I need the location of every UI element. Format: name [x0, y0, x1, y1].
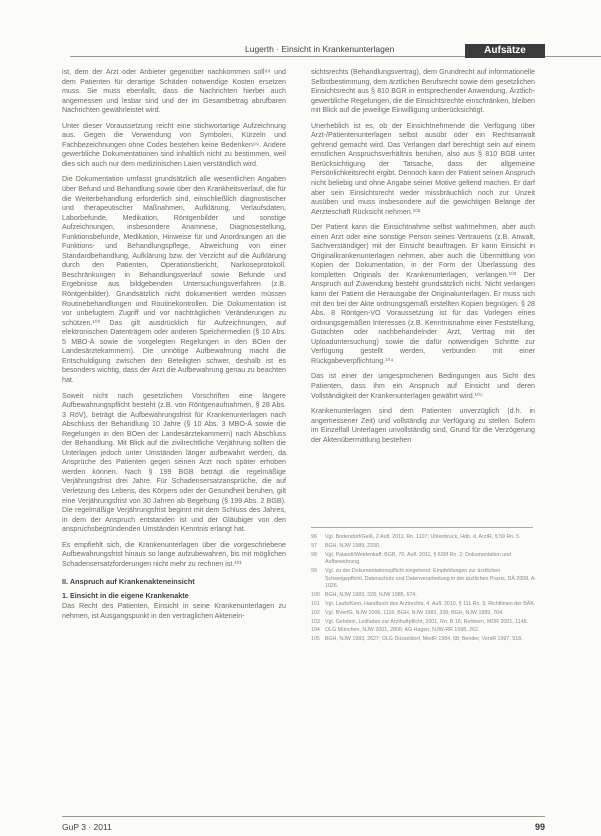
right-column [311, 68, 535, 451]
footnote [311, 568, 539, 590]
footnote-number: 97 [311, 542, 317, 549]
paragraph: Das Recht des Patienten, Einsicht in seine Krankenunterlagen zu nehmen, ist Ausgangspunkt in den vertraglichen Aktenein- [62, 602, 286, 620]
footnote [311, 619, 539, 626]
footnote-number: 105 [311, 636, 320, 643]
paragraph: Es empfiehlt sich, die Krankenunterlagen über die vorgeschriebene Aufbewahrungsfrist hinaus so lange aufzubewahren, bis mit möglichen Schadensersatzforderungen nicht mehr zu rechnen ist.¹⁰¹ [62, 540, 286, 568]
sub-heading: 1. Einsicht in die eigene Krankenakte [62, 590, 189, 600]
footnote [311, 552, 539, 567]
footnote-number: 100 [311, 591, 320, 598]
footnote [311, 636, 539, 643]
footnote [311, 534, 539, 541]
footer-rule [62, 816, 545, 817]
paragraph: Krankenunterlagen sind dem Patienten unverzüglich (d.h. in angemessener Zeit) und vollständig zur Verfügung zu stellen. Sofern im Einzelfall Unterlagen unvollständig sind, Grund für die Verzögerung der Aktenübermittlung bestehen [311, 407, 535, 444]
paragraph: sichtsrechts (Behandlungsvertrag), dem Grundrecht auf informationelle Selbstbestimmung, dem ärztlichen Berufsrecht sowie dem gesetzlichen Einsichtsrecht aus § 810 BGR in entsprechender Anwendung. Ärztlich-gewerbliche Regelungen, die die Einsichtsrechte einschränken, bleiben mit Blick auf die jeweilige Einwilligung unberücksichtigt. [311, 68, 535, 115]
footnote-text: Vgl. Gehrlein, Leitfaden zur Arzthaftpflicht, 2001, Rn. B 16; Rehborn, MDR 2001, 1148. [325, 618, 529, 625]
footnote-text: Vgl. Laufs/Kern, Handbuch des Arztrechts, 4. Aufl. 2010, § 111 Rn. 5; Richtlinien der BÄK. [325, 600, 536, 607]
page-number: 99 [534, 822, 545, 832]
footnote [311, 592, 539, 599]
section-badge: Aufsätze [465, 44, 545, 58]
footnote [311, 627, 539, 634]
footnote-number: 104 [311, 627, 320, 634]
footnote-text: BGH, NJW 1989, 2330. [325, 542, 381, 549]
paragraph: Die Dokumentation umfasst grundsätzlich alle wesentlichen Angaben über Befund und Behandlung sowie über den Krankheitsverlauf, die für die Weiterbehandlung erforderlich sind, einschließlich diagnostischer und therapeutischer Maßnahmen, Aufklärung, Verlaufsdaten, Laborbefunde, Medikation, Röntgenbilder und sonstige Aufzeichnungen, insbesondere Anamnese, Diagnosestellung, Funktionsbefunde, Medikation, Hinweise für und Anordnungen an die Funktions- und Behandlungspflege, Abweichung von einer Standardbehandlung, Aufklärung bzw. der Verzicht auf die Aufklärung durch den Patienten, Operationsbericht, Narkoseprotokoll. Beschränkungen in Behandlungsverlauf sowie Befunde und Ergebnisse aus bildgebenden Untersuchungsverfahren (z.B. Röntgenbilder). Grundsätzlich nicht dokumentiert werden müssen Routinebehandlungen und Routinekontrollen. Die Dokumentation ist vor unbefugtem Zugriff und vor nachträglichen Veränderungen zu schützen.¹⁰⁰ Das gilt ausdrücklich für Aufzeichnungen, auf elektronischen Datenträgern oder anderen Speichermedien (§ 10 Abs. 5 MBO-Ä sowie die vorgelegten Regelungen in den BOen der Landesärztekammern). Die unnötige Aufbewahrung macht die Entschuldigung zwischen den Beteiligten schwer, deshalb ist es besonders wichtig, dass der Arzt die Aufbewahrung genau zu beachten hat. [62, 175, 286, 384]
footnote-text: Vgl. Palandt/Weidenkaff, BGB, 70. Aufl. 2011, § 630f Rn. 2; Dokumentation und Aufbewahrung. [325, 551, 512, 566]
paragraph: Unter dieser Voraussetzung reicht eine stichwortartige Aufzeichnung aus. Gegen die Verwendung von Symbolen, Kürzeln und Fachbezeichnungen ohne Codes bestehen keine Bedenken⁹⁹. Andere gewerbliche Dokumentationen sind inhaltlich nicht zu bestimmen, weil dies sich auch nur dem medizinischen Laien verständlich wird. [62, 121, 286, 168]
footnote [311, 543, 539, 550]
footnote-number: 99 [311, 568, 317, 575]
paragraph: Das ist einer der umgesprochenen Bedingungen aus Sicht des Patienten, dass ihm ein Anspruch auf Einsicht und deren Vollständigkeit der Krankenunterlagen gewährt wird.¹⁰⁵ [311, 372, 535, 400]
journal-issue: GuP 3 · 2011 [62, 822, 112, 832]
footnote-number: 98 [311, 551, 317, 558]
running-title: Lugerth · Einsicht in Krankenunterlagen [245, 44, 395, 54]
footnote-text: Vgl. zu der Dokumentationspflicht eingehend: Empfehlungen zur ärztlichen Schweigepflicht, Datenschutz und Datenverarbeitung in der ärztlichen Praxis, DÄ 2008, A-1026. [325, 568, 537, 589]
footnote-text: OLG München, NJW 2001, 2806; AG Hagen, NJW-RR 1998, 262. [325, 627, 480, 634]
footnote [311, 601, 539, 608]
section-heading: II. Anspruch auf Krankenakteneinsicht [62, 577, 195, 587]
footnote-text: BGH, NJW 1983, 2627; OLG Düsseldorf, MedR 1984, 68; Bender, VersR 1997, 918. [325, 636, 523, 643]
paragraph: Unerheblich ist es, ob der Einsichtnehmende die Verfügung über Arzt-/Patientenunterlagen selbst ausübt oder ein Rechtsanwalt gehrend gemacht wird. Das Verlangen darf berechtigt sein auf einem ernstlichen Anspruchsverhältnis beruhen, also aus § 810 BGB unter Berücksichtigung der Tatsache, dass der allgemeine Persönlichkeitsrecht ergibt. Dennoch kann der Patient seinen Anspruch nicht beliebig und ohne Angabe seiner Motive geltend machen. Er darf aber sein Einsichtsrecht weder missbräuchlich noch zur Unzeit ausüben und muss insbesondere auf die gewichtigen Belange der Aerzteschaft Rücksicht nehmen.¹⁰² [311, 121, 535, 216]
footnotes [311, 534, 539, 645]
footnote [311, 610, 539, 617]
footnote-number: 103 [311, 618, 320, 625]
paragraph: Soweit nicht nach gesetzlichen Vorschriften eine längere Aufbewahrungspflicht besteht (z.B. von Röntgenaufnahmen, § 28 Abs. 3 RöV), beträgt die Aufbewahrungsfrist für Krankenunterlagen nach Abschluss der Behandlung 10 Jahre (§ 10 Abs. 3 MBO-Ä sowie die Regelungen in den BOen der Landesärztekammern) nach Abschluss der Behandlung. Mit Blick auf die zivilrechtliche Verjährung sollten die Unterlagen jedoch unter Umständen länger aufbewahrt werden, da Ansprüche des Patienten gegen seinen Arzt noch später erhoben werden können. Nach § 199 BGB beträgt die regelmäßige Verjährungsfrist drei Jahre. Für Schadensersatzansprüche, die auf Verletzung des Lebens, des Körpers oder der Gesundheit beruhen, gilt eine Verjährungsfrist von 30 Jahren ab Begehung (§ 199 Abs. 2 BGB). Die regelmäßige Verjährungsfrist beginnt mit dem Schluss des Jahres, in dem der Anspruch entstanden ist und der Gläubiger von den anspruchsbegründenden Umständen Kenntnis erlangt hat. [62, 391, 286, 534]
footnote-divider [311, 527, 533, 528]
footnote-text: Vgl. BVerfG, NJW 2006, 1116; BGH, NJW 1983, 328; BGH, NJW 1989, 764. [325, 609, 504, 616]
footnote-number: 96 [311, 534, 317, 540]
footnote-text: BGH, NJW 1983, 328; NJW 1985, 674. [325, 591, 417, 598]
footnote-number: 102 [311, 609, 320, 616]
footnote-number: 101 [311, 600, 320, 607]
page-header [0, 44, 601, 58]
paragraph: Der Patient kann die Einsichtnahme selbst wahrnehmen, aber auch einen Arzt oder eine sonstige Person seines Vertrauens (z.B. Anwalt, Sachverständiger) mit der Einsicht beauftragen. Er kann Einsicht in Originalkrankenunterlagen nehmen, aber auch die Übermittlung von Kopien der Dokumentation, in der Form der Überlassung des kompletten Originals der Krankenunterlagen, verlangen.¹⁰³ Der Anspruch auf Zuwendung besteht grundsätzlich nicht. Nicht verlangen kann der Patient die Herausgabe der Originalunterlagen. Er muss sich mit den bei der Akte ordnungsgemäß erstellten Kopien begnügen. § 28 Abs. 8 Röntgen-VO Voraussetzung ist für das Vorlegen eines ordnungsgemäßen Interesses (z.B. Kenntnisnahme einer Feststellung, Gutachten oder nachbehandelnder Arzt, Vertrag mit der Uploaduntersuchung) sowie die dafür notwendigen Schritte zur Verfügung gestellt werden, verbunden mit einer Rückgabeverpflichtung.¹⁰⁴ [311, 223, 535, 365]
footnote-text: Vgl. Bodendorf/Geiß, 2 Aufl. 2011, Rn. 1107; Uhlenbruck, Hdb. d. ArztR, § 59 Rn. 5. [325, 534, 521, 540]
paragraph: ist, dem der Arzt oder Anbieter gegenüber nachkommen soll⁹⁸ und dem Patienten für derartige Schäden notwendige Kosten ersetzen muss. Sie muss ebenfalls, dass die Nachrichten hierbei auch angemessen und lesbar sind und der im Gesamtbetrag abrufbaren Nachrichten gewährleistet wird. [62, 68, 286, 115]
left-column [62, 68, 286, 628]
